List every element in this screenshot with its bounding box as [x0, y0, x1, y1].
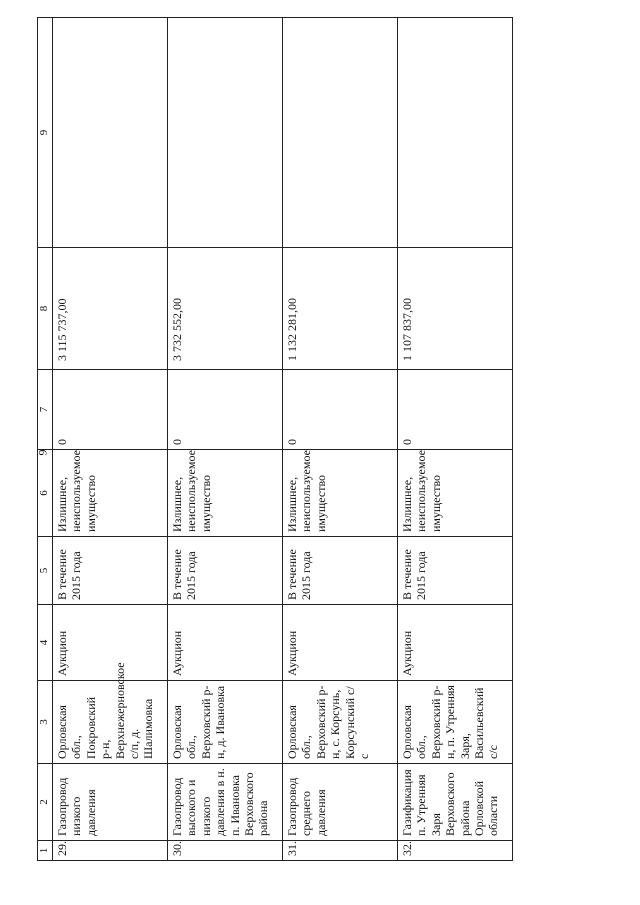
- column-7-value: 0: [168, 370, 283, 450]
- row-number: 29.: [53, 841, 168, 861]
- row-number: 30.: [168, 841, 283, 861]
- object-name: Газификация п. Утренняя Заря Верховского района Орловской области: [398, 764, 513, 841]
- column-number: 2: [38, 764, 53, 841]
- object-location: Орловская обл., Верховский р-н, д. Ивановка: [168, 681, 283, 764]
- table-row: [53, 18, 168, 861]
- object-value: 3 115 737,00: [53, 248, 168, 370]
- sale-method: Аукцион: [398, 605, 513, 681]
- object-location: Орловская обл., Верховский р-н, с. Корсунь, Корсунский с/с: [283, 681, 398, 764]
- column-9-value: [398, 18, 513, 248]
- column-9-value: [53, 18, 168, 248]
- column-7-value: 0: [283, 370, 398, 450]
- table-row: [398, 18, 513, 861]
- column-9-value: [283, 18, 398, 248]
- page-number: 9: [35, 449, 50, 456]
- column-number: 6: [38, 450, 53, 537]
- object-name: Газопровод среднего давления: [283, 764, 398, 841]
- column-7-value: 0: [398, 370, 513, 450]
- row-number: 31.: [283, 841, 398, 861]
- object-name: Газопровод высокого и низкого давления в н. п. Ивановка Верховского района: [168, 764, 283, 841]
- sale-term: В течение 2015 года: [168, 537, 283, 605]
- sale-method: Аукцион: [283, 605, 398, 681]
- rotated-table-container: [37, 18, 621, 861]
- table-row: [283, 18, 398, 861]
- sale-reason: Излишнее, неиспользуемое имущество: [283, 450, 398, 537]
- column-number: 3: [38, 681, 53, 764]
- column-7-value: 0: [53, 370, 168, 450]
- object-value: 1 107 837,00: [398, 248, 513, 370]
- sale-method: Аукцион: [53, 605, 168, 681]
- sale-reason: Излишнее, неиспользуемое имущество: [398, 450, 513, 537]
- sale-method: Аукцион: [168, 605, 283, 681]
- sale-term: В течение 2015 года: [283, 537, 398, 605]
- sale-term: В течение 2015 года: [53, 537, 168, 605]
- column-number-row: [38, 18, 53, 861]
- column-number: 5: [38, 537, 53, 605]
- object-location: Орловская обл., Верховский р-н, п. Утренняя Заря, Васильевский с/с: [398, 681, 513, 764]
- column-number: 7: [38, 370, 53, 450]
- row-number: 32.: [398, 841, 513, 861]
- property-table: [37, 17, 513, 861]
- object-location: Орловская обл., Покровский р-н, Верхнежерновское с/п, д. Шалимовка: [53, 681, 168, 764]
- column-number: 8: [38, 248, 53, 370]
- object-value: 1 132 281,00: [283, 248, 398, 370]
- sale-reason: Излишнее, неиспользуемое имущество: [168, 450, 283, 537]
- sale-term: В течение 2015 года: [398, 537, 513, 605]
- sale-reason: Излишнее, неиспользуемое имущество: [53, 450, 168, 537]
- column-number: 9: [38, 18, 53, 248]
- object-value: 3 732 552,00: [168, 248, 283, 370]
- column-9-value: [168, 18, 283, 248]
- column-number: 4: [38, 605, 53, 681]
- object-name: Газопровод низкого давления: [53, 764, 168, 841]
- column-number: 1: [38, 841, 53, 861]
- table-row: [168, 18, 283, 861]
